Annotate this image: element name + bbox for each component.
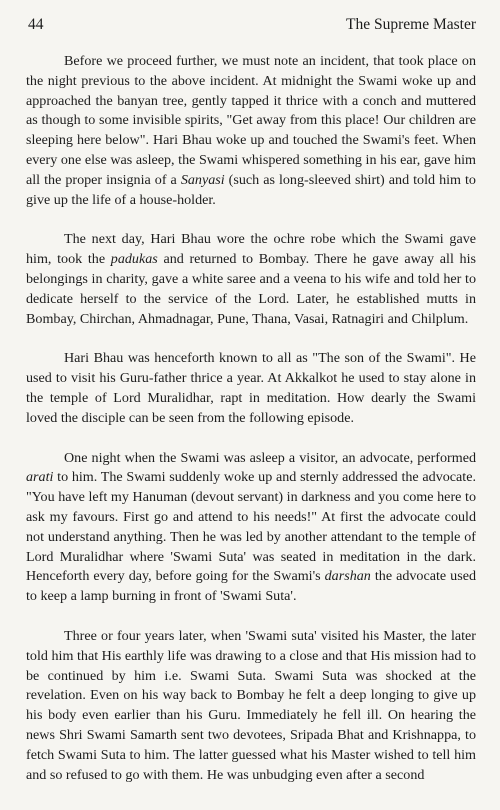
text-run: One night when the Swami was asleep a visitor, an advocate, performed — [64, 449, 476, 466]
text-run: The next day, Hari Bhau wore the ochre robe which the Swami gave him, took the — [26, 231, 476, 268]
text-run: and returned to Bombay. There he gave away all his belongings in charity, gave a white saree and a veena to his wife and told her to dedicate herself to the service of the Lord. Later, he established mutts in Bombay, Chirchan, Ahmadnagar, Pune, Thana, Vasai, Ratnagiri and Chilplum. — [26, 251, 477, 327]
paragraph — [26, 52, 476, 210]
text-run: the advocate used to keep a lamp burning in front of 'Swami Suta'. — [26, 568, 476, 605]
paragraph — [26, 349, 476, 428]
body-text — [26, 52, 476, 785]
text-run: (such as long-sleeved shirt) and told him to give up the life of a house-holder. — [26, 171, 476, 208]
italic-term: padukas — [110, 251, 158, 268]
italic-term: arati — [26, 469, 54, 486]
page-number: 44 — [28, 16, 44, 33]
text-run: Before we proceed further, we must note an incident, that took place on the night previous to the above incident. At midnight the Swami woke up and approached the banyan tree, gently tapped it thrice with a conch and muttered as though to some invisible spirits, "Get away from this place! Our children are sleeping here below". Hari Bhau woke up and touched the Swami's feet. When every one else was asleep, the Swami whispered something in his ear, gave him all the proper insignia of a — [26, 53, 476, 188]
italic-term: Sanyasi — [180, 171, 225, 188]
paragraph — [26, 627, 476, 785]
paragraph — [26, 230, 476, 329]
text-run: Three or four years later, when 'Swami suta' visited his Master, the later told him that His earthly life was drawing to a close and that His mission had to be continued by him i.e. Swami Suta. Swami Suta was shocked at the revelation. Even on his way back to Bombay he felt a deep longing to give up his body even earlier than his Guru. Immediately he fell ill. On hearing the news Shri Swami Samarth sent two devotees, Sripada Bhat and Krishnappa, to fetch Swami Suta to him. The latter guessed what his Master wished to tell him and so refused to go with them. He was unbudging even after a second — [26, 627, 476, 783]
italic-term: darshan — [324, 568, 371, 585]
page-header — [26, 16, 476, 34]
running-title: The Supreme Master — [346, 16, 476, 33]
text-run: Hari Bhau was henceforth known to all as "The son of the Swami". He used to visit his Guru-father thrice a year. At Akkalkot he used to stay alone in the temple of Lord Muralidhar, rapt in meditation. How dearly the Swami loved the disciple can be seen from the following episode. — [26, 350, 476, 426]
paragraph — [26, 449, 476, 607]
text-run: to him. The Swami suddenly woke up and sternly addressed the advocate. "You have left my Hanuman (devout servant) in darkness and you come here to ask my favours. First go and attend to his needs!" At first the advocate could not understand anything. Then he was led by another attendant to the temple of Lord Muralidhar where 'Swami Suta' was seated in meditation in the dark. Henceforth every day, before going for the Swami's — [26, 469, 476, 585]
